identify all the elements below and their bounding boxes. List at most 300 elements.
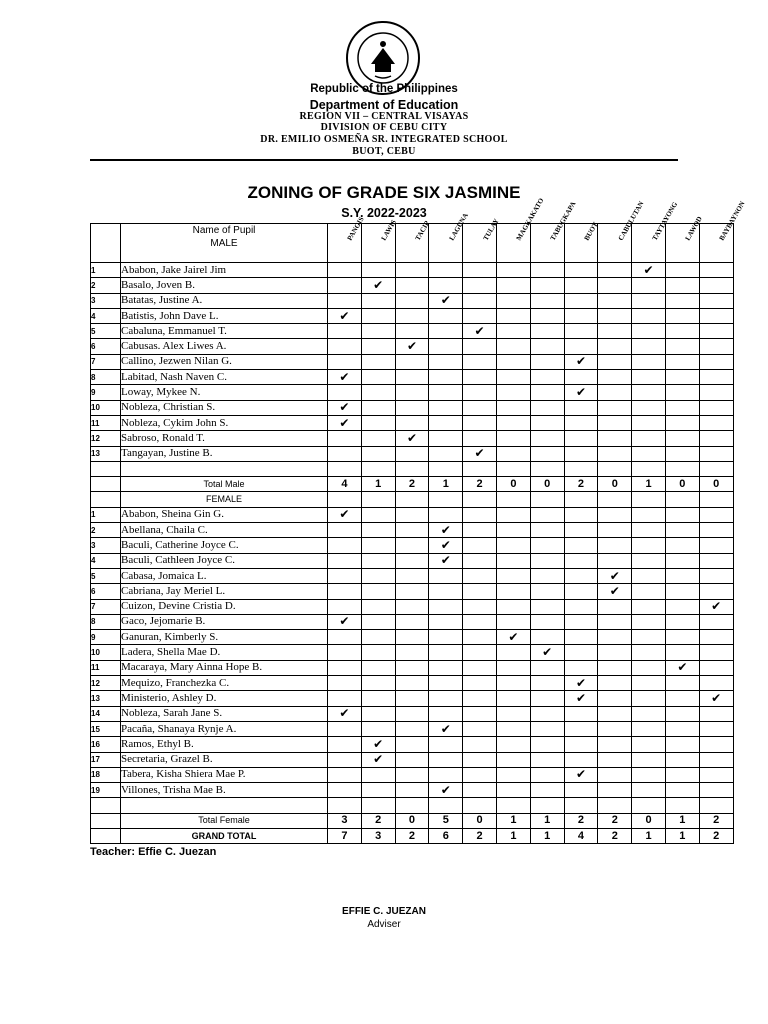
zone-cell bbox=[496, 339, 530, 354]
blank-cell bbox=[496, 492, 530, 507]
total-label: Total Female bbox=[121, 813, 328, 828]
zone-cell bbox=[530, 706, 564, 721]
zone-cell bbox=[496, 308, 530, 323]
blank-cell bbox=[564, 461, 598, 476]
zone-cell bbox=[496, 385, 530, 400]
header-division: DIVISION OF CEBU CITY bbox=[320, 122, 448, 133]
zone-cell bbox=[564, 415, 598, 430]
check-icon: ✔ bbox=[361, 278, 395, 293]
pupil-number: 3 bbox=[91, 293, 121, 308]
pupil-number: 7 bbox=[91, 599, 121, 614]
total-value: 0 bbox=[665, 477, 699, 492]
zone-cell bbox=[665, 308, 699, 323]
zone-cell bbox=[496, 446, 530, 461]
pupil-number: 8 bbox=[91, 370, 121, 385]
pupil-number: 1 bbox=[91, 507, 121, 522]
female-pupil-row bbox=[91, 660, 734, 675]
zone-cell bbox=[665, 676, 699, 691]
barangay-label: MAGKAKATO bbox=[515, 196, 546, 242]
male-label: MALE bbox=[210, 238, 238, 249]
zone-cell bbox=[395, 752, 429, 767]
zone-cell bbox=[699, 538, 733, 553]
female-pupil-row bbox=[91, 645, 734, 660]
pupil-name: Ababon, Sheina Gin G. bbox=[121, 507, 328, 522]
male-pupil-row bbox=[91, 400, 734, 415]
total-value: 2 bbox=[564, 813, 598, 828]
zone-cell bbox=[429, 339, 463, 354]
zone-cell bbox=[496, 691, 530, 706]
total-value: 0 bbox=[395, 813, 429, 828]
barangay-label: TULAY bbox=[481, 217, 501, 242]
total-num-cell bbox=[91, 477, 121, 492]
zone-cell bbox=[530, 599, 564, 614]
zone-cell bbox=[699, 706, 733, 721]
zone-cell bbox=[463, 415, 497, 430]
zone-cell bbox=[395, 370, 429, 385]
blank-cell bbox=[665, 492, 699, 507]
female-pupil-row bbox=[91, 523, 734, 538]
zone-cell bbox=[429, 584, 463, 599]
zone-cell bbox=[564, 400, 598, 415]
total-value: 0 bbox=[598, 477, 632, 492]
zone-cell bbox=[598, 691, 632, 706]
barangay-label: CABULUTAN bbox=[616, 200, 646, 242]
zone-cell bbox=[598, 263, 632, 278]
barangay-label: LAGUNA bbox=[447, 211, 470, 242]
zone-cell bbox=[530, 446, 564, 461]
blank-cell bbox=[328, 461, 362, 476]
blank-cell bbox=[429, 461, 463, 476]
zone-cell bbox=[463, 278, 497, 293]
blank-cell bbox=[496, 461, 530, 476]
zone-cell bbox=[632, 278, 666, 293]
pupil-name: Cuizon, Devine Cristia D. bbox=[121, 599, 328, 614]
zone-cell bbox=[429, 752, 463, 767]
zone-cell bbox=[632, 446, 666, 461]
pupil-name: Nobleza, Cykim John S. bbox=[121, 415, 328, 430]
zone-cell bbox=[463, 339, 497, 354]
zone-cell bbox=[496, 400, 530, 415]
zone-cell bbox=[463, 599, 497, 614]
female-pupil-row bbox=[91, 553, 734, 568]
blank-cell bbox=[328, 798, 362, 813]
page-title: ZONING OF GRADE SIX JASMINE bbox=[247, 183, 521, 202]
total-value: 1 bbox=[429, 477, 463, 492]
pupil-name: Mequizo, Franchezka C. bbox=[121, 676, 328, 691]
zone-cell bbox=[530, 339, 564, 354]
zone-cell bbox=[564, 553, 598, 568]
zone-cell bbox=[665, 370, 699, 385]
zone-cell bbox=[429, 308, 463, 323]
zone-cell bbox=[665, 767, 699, 782]
zone-cell bbox=[564, 721, 598, 736]
zone-cell bbox=[429, 737, 463, 752]
zone-cell bbox=[665, 630, 699, 645]
zone-cell bbox=[395, 737, 429, 752]
pupil-name: Baculi, Cathleen Joyce C. bbox=[121, 553, 328, 568]
zone-cell bbox=[632, 538, 666, 553]
total-value: 2 bbox=[699, 828, 733, 843]
total-value: 2 bbox=[598, 828, 632, 843]
blank-cell bbox=[530, 798, 564, 813]
zone-cell bbox=[564, 507, 598, 522]
zone-cell bbox=[395, 660, 429, 675]
zone-cell bbox=[564, 293, 598, 308]
zone-cell bbox=[496, 324, 530, 339]
zone-cell bbox=[632, 737, 666, 752]
zone-cell bbox=[665, 446, 699, 461]
zone-cell bbox=[395, 278, 429, 293]
blank-cell bbox=[699, 492, 733, 507]
zone-cell bbox=[530, 354, 564, 369]
zone-cell bbox=[530, 767, 564, 782]
zone-cell bbox=[328, 263, 362, 278]
zone-cell bbox=[395, 415, 429, 430]
zone-cell bbox=[598, 721, 632, 736]
pupil-number: 8 bbox=[91, 614, 121, 629]
pupil-number: 14 bbox=[91, 706, 121, 721]
pupil-name: Ministerio, Ashley D. bbox=[121, 691, 328, 706]
barangay-label: LAWOD bbox=[684, 215, 705, 242]
zone-cell bbox=[328, 660, 362, 675]
zone-cell bbox=[429, 446, 463, 461]
zone-cell bbox=[598, 507, 632, 522]
check-icon: ✔ bbox=[328, 415, 362, 430]
zone-cell bbox=[530, 737, 564, 752]
total-value: 1 bbox=[665, 828, 699, 843]
total-value: 0 bbox=[463, 813, 497, 828]
check-icon: ✔ bbox=[463, 446, 497, 461]
blank-cell bbox=[395, 798, 429, 813]
zone-cell bbox=[361, 400, 395, 415]
zone-cell bbox=[328, 385, 362, 400]
barangay-label: LAWIS bbox=[379, 218, 399, 242]
zone-cell bbox=[598, 293, 632, 308]
zone-cell bbox=[665, 599, 699, 614]
zone-cell bbox=[530, 676, 564, 691]
pupil-number: 6 bbox=[91, 339, 121, 354]
zone-cell bbox=[530, 293, 564, 308]
male-pupil-row bbox=[91, 324, 734, 339]
zone-cell bbox=[598, 660, 632, 675]
zone-cell bbox=[395, 263, 429, 278]
zone-cell bbox=[463, 767, 497, 782]
zone-cell bbox=[496, 370, 530, 385]
female-pupil-row bbox=[91, 691, 734, 706]
zone-cell bbox=[429, 354, 463, 369]
female-pupil-row bbox=[91, 706, 734, 721]
zone-cell bbox=[395, 614, 429, 629]
zone-cell bbox=[699, 767, 733, 782]
total-num-cell bbox=[91, 813, 121, 828]
header-divider bbox=[90, 159, 678, 161]
zone-cell bbox=[632, 523, 666, 538]
zone-cell bbox=[328, 584, 362, 599]
zone-cell bbox=[632, 370, 666, 385]
check-icon: ✔ bbox=[395, 431, 429, 446]
zone-cell bbox=[632, 783, 666, 798]
zone-cell bbox=[564, 538, 598, 553]
pupil-name: Labitad, Nash Naven C. bbox=[121, 370, 328, 385]
zone-cell bbox=[632, 767, 666, 782]
signatory-name: EFFIE C. JUEZAN bbox=[342, 906, 426, 917]
zone-cell bbox=[632, 553, 666, 568]
zone-cell bbox=[632, 339, 666, 354]
zone-cell bbox=[496, 568, 530, 583]
zone-cell bbox=[496, 263, 530, 278]
zone-cell bbox=[564, 614, 598, 629]
blank-cell bbox=[463, 461, 497, 476]
blank-cell bbox=[429, 492, 463, 507]
zone-cell bbox=[632, 660, 666, 675]
zone-cell bbox=[632, 630, 666, 645]
zone-cell bbox=[699, 676, 733, 691]
zone-cell bbox=[598, 645, 632, 660]
pupil-number: 1 bbox=[91, 263, 121, 278]
zone-cell bbox=[463, 568, 497, 583]
pupil-name: Ganuran, Kimberly S. bbox=[121, 630, 328, 645]
zone-cell bbox=[328, 339, 362, 354]
pupil-number: 2 bbox=[91, 278, 121, 293]
zone-cell bbox=[328, 767, 362, 782]
zone-cell bbox=[665, 278, 699, 293]
zone-cell bbox=[632, 308, 666, 323]
barangay-label: TABUGKAPA bbox=[548, 200, 578, 242]
blank-cell bbox=[429, 798, 463, 813]
blank-cell bbox=[632, 798, 666, 813]
zone-cell bbox=[429, 385, 463, 400]
zone-cell bbox=[699, 263, 733, 278]
zone-cell bbox=[328, 446, 362, 461]
check-icon: ✔ bbox=[496, 630, 530, 645]
zone-cell bbox=[463, 783, 497, 798]
zone-cell bbox=[395, 721, 429, 736]
total-value: 1 bbox=[496, 813, 530, 828]
zone-cell bbox=[328, 278, 362, 293]
total-value: 2 bbox=[361, 813, 395, 828]
zone-cell bbox=[361, 660, 395, 675]
check-icon: ✔ bbox=[564, 676, 598, 691]
zone-cell bbox=[463, 737, 497, 752]
zone-cell bbox=[665, 293, 699, 308]
check-icon: ✔ bbox=[429, 523, 463, 538]
pupil-number: 4 bbox=[91, 553, 121, 568]
barangay-header-cell bbox=[564, 220, 600, 263]
zone-cell bbox=[361, 354, 395, 369]
pupil-number: 9 bbox=[91, 630, 121, 645]
zone-cell bbox=[429, 431, 463, 446]
female-pupil-row bbox=[91, 584, 734, 599]
total-value: 1 bbox=[530, 828, 564, 843]
zone-cell bbox=[665, 706, 699, 721]
pupil-number: 11 bbox=[91, 660, 121, 675]
pupil-number: 10 bbox=[91, 645, 121, 660]
zone-cell bbox=[598, 324, 632, 339]
blank-cell bbox=[564, 798, 598, 813]
check-icon: ✔ bbox=[328, 706, 362, 721]
pupil-number: 6 bbox=[91, 584, 121, 599]
pupil-number: 12 bbox=[91, 676, 121, 691]
zone-cell bbox=[395, 324, 429, 339]
zone-cell bbox=[463, 614, 497, 629]
zone-cell bbox=[328, 691, 362, 706]
blank-cell bbox=[121, 798, 328, 813]
zone-cell bbox=[395, 385, 429, 400]
pupil-number: 18 bbox=[91, 767, 121, 782]
zone-cell bbox=[328, 676, 362, 691]
pupil-number: 10 bbox=[91, 400, 121, 415]
zone-cell bbox=[395, 354, 429, 369]
header-republic: Republic of the Philippines bbox=[310, 83, 458, 95]
zone-cell bbox=[328, 538, 362, 553]
zone-cell bbox=[463, 400, 497, 415]
total-value: 1 bbox=[632, 828, 666, 843]
total-value: 6 bbox=[429, 828, 463, 843]
zone-cell bbox=[463, 263, 497, 278]
header-num-cell bbox=[91, 224, 121, 263]
zone-cell bbox=[496, 431, 530, 446]
zone-cell bbox=[632, 385, 666, 400]
zone-cell bbox=[496, 599, 530, 614]
blank-cell bbox=[91, 798, 121, 813]
pupil-number: 13 bbox=[91, 691, 121, 706]
zone-cell bbox=[530, 507, 564, 522]
zone-cell bbox=[429, 324, 463, 339]
zone-cell bbox=[429, 676, 463, 691]
check-icon: ✔ bbox=[564, 691, 598, 706]
zone-cell bbox=[564, 431, 598, 446]
zone-cell bbox=[463, 553, 497, 568]
female-pupil-row bbox=[91, 721, 734, 736]
male-pupil-row bbox=[91, 431, 734, 446]
blank-cell bbox=[598, 461, 632, 476]
zone-cell bbox=[598, 630, 632, 645]
zone-cell bbox=[632, 431, 666, 446]
check-icon: ✔ bbox=[328, 308, 362, 323]
zone-cell bbox=[463, 630, 497, 645]
zone-cell bbox=[598, 783, 632, 798]
check-icon: ✔ bbox=[598, 568, 632, 583]
zone-cell bbox=[395, 706, 429, 721]
zone-cell bbox=[598, 706, 632, 721]
barangay-header-cell bbox=[328, 215, 367, 263]
zone-cell bbox=[361, 385, 395, 400]
zone-cell bbox=[395, 599, 429, 614]
zone-cell bbox=[598, 431, 632, 446]
blank-cell bbox=[564, 492, 598, 507]
zone-cell bbox=[530, 370, 564, 385]
check-icon: ✔ bbox=[328, 614, 362, 629]
zone-cell bbox=[395, 767, 429, 782]
zone-cell bbox=[496, 523, 530, 538]
zone-cell bbox=[496, 293, 530, 308]
pupil-name: Nobleza, Sarah Jane S. bbox=[121, 706, 328, 721]
blank-cell bbox=[121, 461, 328, 476]
female-pupil-row bbox=[91, 676, 734, 691]
pupil-name: Villones, Trisha Mae B. bbox=[121, 783, 328, 798]
zone-cell bbox=[665, 431, 699, 446]
name-header-cell bbox=[121, 224, 328, 263]
total-value: 2 bbox=[463, 477, 497, 492]
zone-cell bbox=[699, 308, 733, 323]
female-pupil-row bbox=[91, 752, 734, 767]
zone-cell bbox=[699, 293, 733, 308]
blank-cell bbox=[699, 461, 733, 476]
blank-cell bbox=[665, 461, 699, 476]
pupil-name: Batatas, Justine A. bbox=[121, 293, 328, 308]
header-school: DR. EMILIO OSMEÑA SR. INTEGRATED SCHOOL bbox=[260, 134, 508, 145]
zone-cell bbox=[564, 568, 598, 583]
pupil-name: Secretaria, Grazel B. bbox=[121, 752, 328, 767]
female-pupil-row bbox=[91, 767, 734, 782]
check-icon: ✔ bbox=[328, 370, 362, 385]
zone-cell bbox=[496, 584, 530, 599]
zone-cell bbox=[564, 278, 598, 293]
zone-cell bbox=[598, 553, 632, 568]
zone-cell bbox=[395, 293, 429, 308]
zone-cell bbox=[328, 553, 362, 568]
zone-cell bbox=[530, 721, 564, 736]
male-pupil-row bbox=[91, 339, 734, 354]
zone-cell bbox=[699, 523, 733, 538]
pupil-number: 9 bbox=[91, 385, 121, 400]
zone-cell bbox=[530, 691, 564, 706]
zone-cell bbox=[564, 599, 598, 614]
zone-cell bbox=[699, 339, 733, 354]
zone-cell bbox=[361, 339, 395, 354]
total-value: 1 bbox=[665, 813, 699, 828]
zone-cell bbox=[665, 553, 699, 568]
female-pupil-row bbox=[91, 737, 734, 752]
blank-cell bbox=[91, 492, 121, 507]
zone-cell bbox=[699, 385, 733, 400]
zone-cell bbox=[699, 645, 733, 660]
pupil-number: 3 bbox=[91, 538, 121, 553]
zone-cell bbox=[699, 507, 733, 522]
zone-cell bbox=[632, 614, 666, 629]
zone-cell bbox=[361, 599, 395, 614]
zone-cell bbox=[496, 721, 530, 736]
zone-cell bbox=[632, 752, 666, 767]
signatory-role: Adviser bbox=[367, 919, 401, 930]
zone-cell bbox=[429, 691, 463, 706]
total-value: 2 bbox=[463, 828, 497, 843]
barangay-header-cell bbox=[665, 215, 705, 263]
zone-cell bbox=[530, 385, 564, 400]
total-value: 1 bbox=[632, 477, 666, 492]
check-icon: ✔ bbox=[699, 599, 733, 614]
zone-cell bbox=[496, 354, 530, 369]
barangay-label: BUOT bbox=[582, 220, 600, 242]
male-pupil-row bbox=[91, 415, 734, 430]
blank-row bbox=[91, 461, 734, 476]
female-pupil-row bbox=[91, 599, 734, 614]
zone-cell bbox=[429, 370, 463, 385]
barangay-header-cell bbox=[429, 211, 470, 263]
zone-cell bbox=[665, 523, 699, 538]
zone-cell bbox=[665, 568, 699, 583]
check-icon: ✔ bbox=[429, 721, 463, 736]
total-female-row bbox=[91, 813, 734, 828]
zone-cell bbox=[463, 385, 497, 400]
total-label: GRAND TOTAL bbox=[121, 828, 328, 843]
zone-cell bbox=[361, 767, 395, 782]
check-icon: ✔ bbox=[429, 553, 463, 568]
check-icon: ✔ bbox=[328, 507, 362, 522]
total-value: 2 bbox=[395, 828, 429, 843]
zone-cell bbox=[598, 415, 632, 430]
blank-cell bbox=[395, 461, 429, 476]
